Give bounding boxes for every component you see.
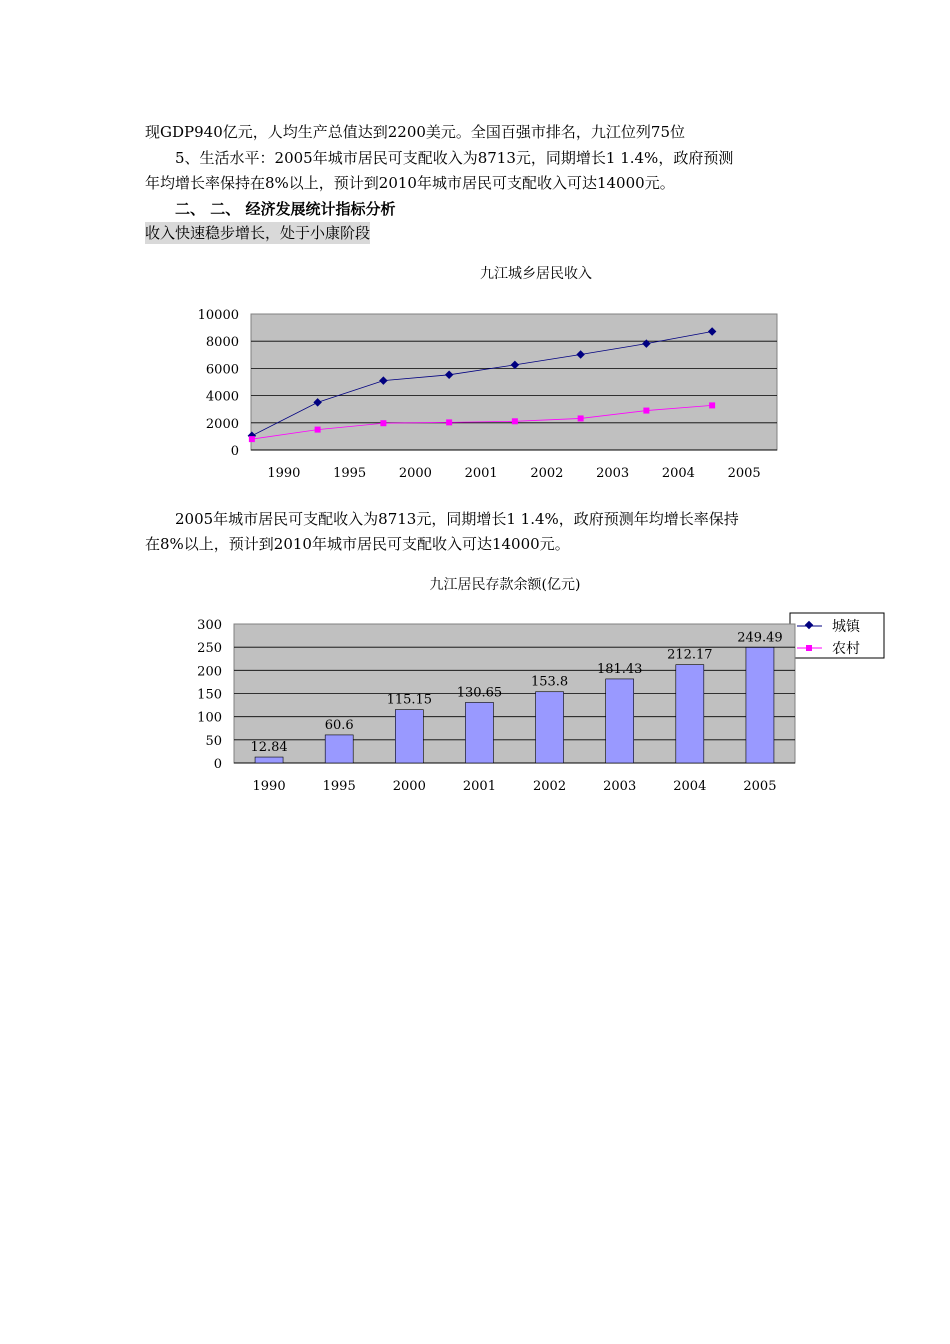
x-tick-label: 2000 bbox=[392, 779, 426, 794]
data-label: 12.84 bbox=[250, 740, 288, 756]
x-tick-label: 1995 bbox=[333, 466, 367, 481]
y-tick-label: 100 bbox=[197, 710, 222, 726]
data-point-rural bbox=[512, 418, 518, 424]
x-tick-label: 2005 bbox=[727, 466, 761, 481]
y-tick-label: 4000 bbox=[205, 389, 239, 405]
data-label: 181.43 bbox=[596, 661, 643, 677]
legend-label-urban: 城镇 bbox=[832, 619, 860, 635]
paragraph-living-standard-1: 5、生活水平：2005年城市居民可支配收入为8713元，同期增长1 1.4%，政府预测 bbox=[175, 149, 734, 167]
data-label: 130.65 bbox=[456, 685, 503, 701]
x-tick-label: 2000 bbox=[398, 466, 432, 481]
x-tick-label: 2001 bbox=[464, 466, 498, 481]
x-tick-label: 2003 bbox=[603, 779, 637, 794]
x-tick-label: 2002 bbox=[530, 466, 564, 481]
data-point-rural bbox=[643, 408, 649, 414]
legend-label-rural: 农村 bbox=[832, 641, 860, 657]
data-point-rural bbox=[380, 420, 386, 426]
data-point-rural bbox=[578, 415, 584, 421]
bar-1995 bbox=[325, 735, 353, 763]
x-tick-label: 1995 bbox=[322, 779, 356, 794]
y-tick-label: 250 bbox=[197, 641, 222, 657]
y-tick-label: 0 bbox=[213, 757, 222, 772]
data-label: 249.49 bbox=[737, 630, 783, 646]
bar-2002 bbox=[536, 692, 564, 763]
x-tick-label: 2001 bbox=[462, 779, 496, 794]
bar-2000 bbox=[395, 710, 423, 763]
highlighted-subheading: 收入快速稳步增长，处于小康阶段 bbox=[145, 224, 371, 242]
data-label: 212.17 bbox=[667, 647, 713, 663]
paragraph-living-standard-2: 年均增长率保持在8%以上，预计到2010年城市居民可支配收入可达14000元。 bbox=[145, 174, 675, 192]
y-tick-label: 300 bbox=[197, 618, 222, 633]
x-tick-label: 2002 bbox=[533, 779, 567, 794]
data-label: 153.8 bbox=[530, 674, 569, 690]
y-tick-label: 200 bbox=[197, 664, 222, 680]
x-tick-label: 2004 bbox=[673, 779, 707, 794]
data-label: 60.6 bbox=[324, 717, 354, 733]
y-tick-label: 150 bbox=[197, 687, 222, 703]
data-point-rural bbox=[709, 402, 715, 408]
section-heading: 二、 二、 经济发展统计指标分析 bbox=[175, 200, 396, 218]
x-tick-label: 2005 bbox=[743, 779, 777, 794]
bar-2001 bbox=[465, 702, 493, 763]
y-tick-label: 0 bbox=[230, 444, 239, 459]
chart-title: 九江居民存款余额(亿元) bbox=[429, 577, 581, 593]
data-point-rural bbox=[446, 419, 452, 425]
y-tick-label: 8000 bbox=[205, 335, 239, 351]
data-label: 115.15 bbox=[386, 692, 433, 708]
paragraph-income-1: 2005年城市居民可支配收入为8713元，同期增长1 1.4%，政府预测年均增长率保持 bbox=[175, 510, 739, 528]
deposit-bar-chart bbox=[0, 565, 950, 805]
y-tick-label: 10000 bbox=[197, 308, 239, 323]
y-tick-label: 6000 bbox=[205, 362, 239, 378]
y-tick-label: 2000 bbox=[205, 416, 239, 432]
paragraph-income-2: 在8%以上，预计到2010年城市居民可支配收入可达14000元。 bbox=[145, 535, 570, 553]
data-point-rural bbox=[315, 427, 321, 433]
bar-1990 bbox=[255, 757, 283, 763]
x-tick-label: 2004 bbox=[661, 466, 695, 481]
chart-title: 九江城乡居民收入 bbox=[480, 266, 592, 282]
x-tick-label: 1990 bbox=[252, 779, 286, 794]
x-tick-label: 2003 bbox=[596, 466, 630, 481]
y-tick-label: 50 bbox=[205, 733, 222, 749]
data-point-rural bbox=[249, 436, 255, 442]
bar-2005 bbox=[746, 647, 774, 763]
bar-2004 bbox=[676, 665, 704, 763]
x-tick-label: 1990 bbox=[267, 466, 301, 481]
paragraph-gdp: 现GDP940亿元，人均生产总值达到2200美元。全国百强市排名，九江位列75位 bbox=[145, 123, 685, 141]
bar-2003 bbox=[606, 679, 634, 763]
